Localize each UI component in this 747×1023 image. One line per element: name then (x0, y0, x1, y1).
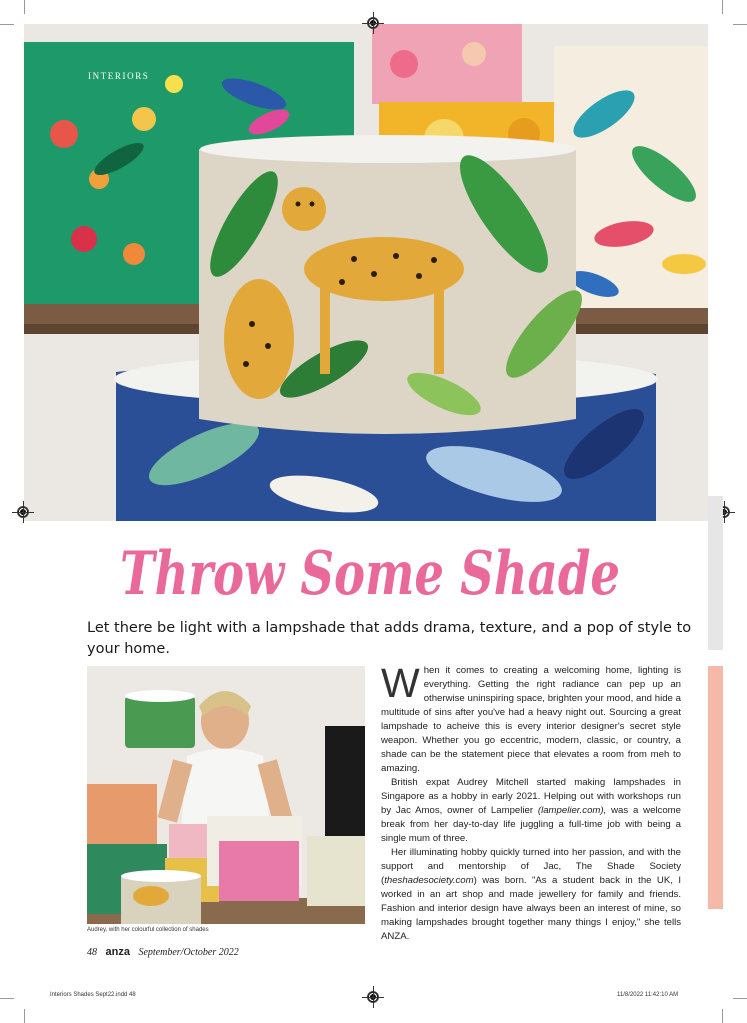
section-label: INTERIORS (88, 71, 150, 81)
paragraph-3-text-b: ) was born. "As a student back in the UK, I worked in an art shop and made jewellery for family and friends. Fashion and interior design have always been an interest of mine, so making lampshades brought together many things I enjoy," she tells ANZA. (381, 875, 681, 942)
crop-mark (0, 998, 14, 999)
paragraph-3 (381, 846, 681, 944)
paragraph-2 (381, 776, 681, 846)
magazine-brand: anza (105, 946, 130, 958)
paragraph-2-text-a: British expat Audrey Mitchell started making lampshades in Singapore as a hobby in early 2021. Helping out with workshops run by Jac Amos, owner of Lampelier (381, 777, 681, 816)
lampshade-illustration (24, 24, 708, 521)
crop-mark (24, 0, 25, 14)
article-body (381, 660, 681, 944)
paragraph-3-text-a: Her illuminating hobby quickly turned into her passion, and with the support and mentorship of Jac, The Shade Society ( (381, 847, 681, 886)
photo-caption: Audrey, with her colourful collection of shades (87, 927, 209, 933)
headline-text: Throw Some Shade (120, 539, 620, 609)
slug-timestamp: 11/8/2022 11:42:10 AM (617, 992, 679, 998)
crop-mark (733, 24, 747, 25)
hero-photo (24, 24, 708, 521)
folio (87, 946, 239, 958)
side-tab-gray (708, 496, 723, 650)
side-tab-pink (708, 666, 723, 909)
inset-photo (87, 666, 365, 924)
lampelier-link[interactable]: (lampelier.com), (537, 805, 607, 816)
shade-society-link[interactable]: theshadesociety.com (384, 875, 474, 886)
crop-mark (722, 1009, 723, 1023)
drop-cap: W (381, 660, 420, 706)
standfirst: Let there be light with a lampshade that adds drama, texture, and a pop of style to your home. (87, 620, 692, 657)
registration-mark-icon (367, 17, 379, 29)
registration-mark-icon (17, 506, 29, 518)
crop-mark (24, 1009, 25, 1023)
headline (110, 524, 630, 624)
issue-date: September/October 2022 (138, 947, 239, 958)
page-number: 48 (87, 947, 97, 958)
paragraph-1-text: hen it comes to creating a welcoming home, lighting is everything. Getting the right radiance can pep up an otherwise uninspiring space, brighten your mood, and hide a multitude of sins after you've had a heavy night out. Sourcing a great lampshade to acheive this is every interior designer's secret style weapon. Whether you go eccentric, modern, classic, or country, a shade can be the statement piece that elevates a room from meh to amazing. (381, 665, 681, 774)
slug-filename: Interiors Shades Sept22.indd 48 (50, 992, 136, 998)
registration-mark-icon (367, 991, 379, 1003)
crop-mark (722, 0, 723, 14)
crop-mark (0, 24, 14, 25)
paragraph-1 (381, 660, 681, 776)
crop-mark (733, 998, 747, 999)
paragraph-2-text-b: was a welcome break from her day-to-day life juggling a full-time job with being a single mum of three. (381, 805, 681, 844)
